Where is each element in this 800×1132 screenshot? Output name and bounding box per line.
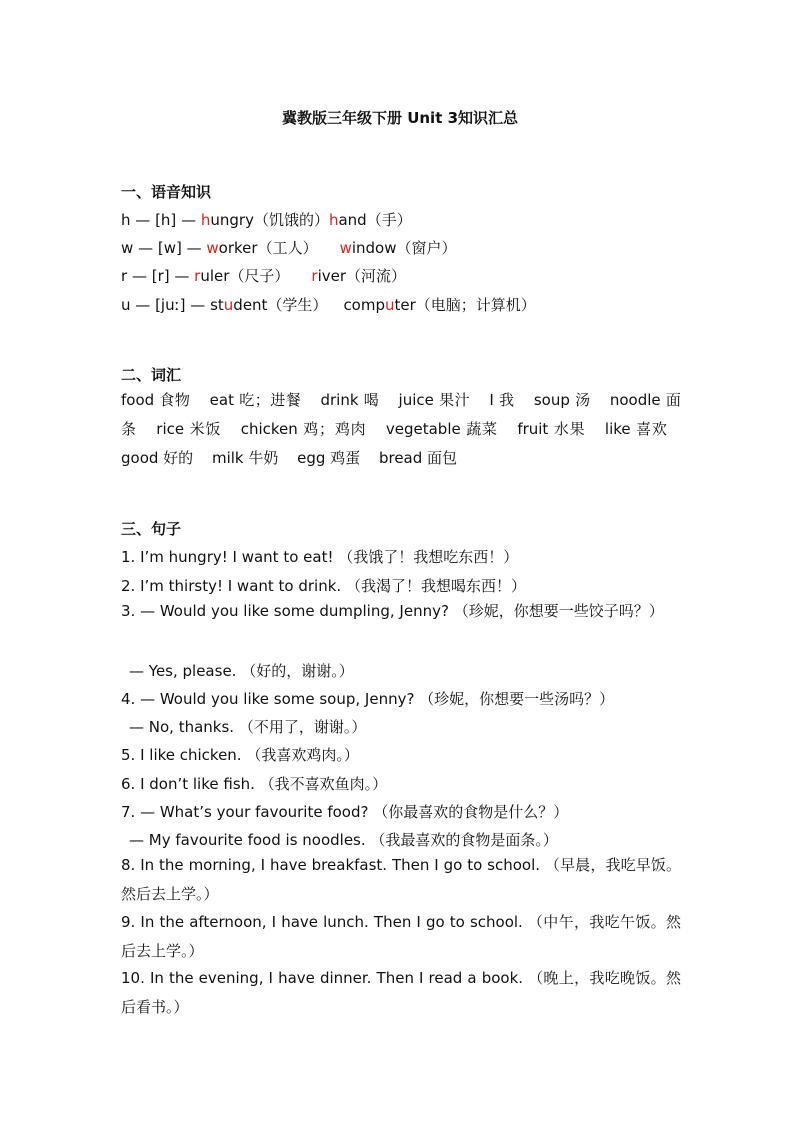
- red-letter: w: [339, 239, 352, 257]
- sentence-7: 7. — What’s your favourite food? （你最喜欢的食物是什么？）: [121, 803, 569, 821]
- word-rest: iver（河流）: [317, 267, 407, 285]
- phonics-ipa: [w]: [157, 239, 182, 257]
- red-letter: r: [194, 267, 201, 285]
- sentence-10: 10. In the evening, I have dinner. Then I read a book. （晚上，我吃晚饭。然后看书。）: [121, 969, 681, 1016]
- red-letter: r: [311, 267, 318, 285]
- vocab-item: I 我: [489, 391, 515, 409]
- vocab-item: vegetable 蔬菜: [385, 420, 498, 438]
- dash: —: [181, 211, 197, 229]
- vocab-item: soup 汤: [533, 391, 591, 409]
- word-rest: ter（电脑；计算机）: [394, 296, 536, 314]
- red-letter: h: [200, 211, 211, 229]
- dash: —: [135, 211, 151, 229]
- dash: —: [135, 296, 151, 314]
- sentence-3: 3. — Would you like some dumpling, Jenny? （珍妮，你想要一些饺子吗？）: [121, 602, 664, 620]
- sentence-4-answer: — No, thanks. （不用了，谢谢。）: [129, 718, 367, 736]
- word-rest: uler（尺子）: [200, 267, 290, 285]
- vocab-item: eat 吃；进餐: [209, 391, 302, 409]
- sentence-4: 4. — Would you like some soup, Jenny? （珍妮，你想要一些汤吗？）: [121, 690, 615, 708]
- sentence-5: 5. I like chicken. （我喜欢鸡肉。）: [121, 746, 359, 764]
- word-prefix: st: [210, 296, 224, 314]
- phonics-letter: h: [121, 211, 131, 229]
- vocab-item: egg 鸡蛋: [297, 449, 361, 467]
- vocabulary-list: [121, 386, 681, 473]
- phonics-letter: u: [121, 296, 131, 314]
- dash: —: [174, 267, 190, 285]
- phonics-ipa: [juː]: [155, 296, 186, 314]
- sentence-7-answer: — My favourite food is noodles. （我最喜欢的食物是面条。）: [129, 831, 558, 849]
- phonics-row-h: [121, 209, 681, 230]
- document-title: 冀教版三年级下册 Unit 3知识汇总: [281, 109, 519, 127]
- sentence-2: 2. I’m thirsty! I want to drink. （我渴了！我想喝东西！）: [121, 577, 526, 595]
- sentence-1: 1. I’m hungry! I want to eat! （我饿了！我想吃东西！）: [121, 548, 519, 566]
- phonics-ipa: [h]: [155, 211, 177, 229]
- phonics-row-r: [121, 265, 681, 286]
- dash: —: [138, 239, 154, 257]
- dash: —: [186, 239, 202, 257]
- red-letter: u: [223, 296, 234, 314]
- word-rest: and（手）: [338, 211, 412, 229]
- vocab-item: chicken 鸡；鸡肉: [240, 420, 367, 438]
- section-heading-sentences: 三、句子: [121, 520, 182, 538]
- vocab-item: like 喜欢: [604, 420, 667, 438]
- word-rest: dent（学生）: [233, 296, 328, 314]
- section-heading-phonics: 一、语音知识: [121, 183, 212, 201]
- vocab-item: fruit 水果: [517, 420, 586, 438]
- phonics-letter: r: [121, 267, 128, 285]
- dash: —: [190, 296, 206, 314]
- vocab-item: drink 喝: [320, 391, 380, 409]
- word-rest: ungry（饥饿的）: [210, 211, 329, 229]
- sentence-3-answer: — Yes, please. （好的，谢谢。）: [129, 662, 354, 680]
- vocab-item: rice 米饭: [156, 420, 222, 438]
- vocab-item: good 好的: [121, 449, 194, 467]
- phonics-ipa: [r]: [151, 267, 170, 285]
- dash: —: [131, 267, 147, 285]
- phonics-row-w: [121, 237, 681, 258]
- sentence-9: 9. In the afternoon, I have lunch. Then I go to school. （中午，我吃午饭。然后去上学。）: [121, 913, 681, 960]
- section-heading-vocabulary: 二、词汇: [121, 366, 182, 384]
- word-rest: indow（窗户）: [351, 239, 457, 257]
- vocab-item: bread 面包: [378, 449, 458, 467]
- vocab-item: milk 牛奶: [211, 449, 279, 467]
- word-rest: orker（工人）: [218, 239, 318, 257]
- vocab-item: noodle 面条: [121, 391, 681, 438]
- word-prefix: comp: [343, 296, 385, 314]
- vocab-item: food 食物: [121, 391, 191, 409]
- sentence-8: 8. In the morning, I have breakfast. Then I go to school. （早晨，我吃早饭。然后去上学。）: [121, 856, 681, 903]
- phonics-letter: w: [121, 239, 134, 257]
- sentence-6: 6. I don’t like fish. （我不喜欢鱼肉。）: [121, 775, 388, 793]
- red-letter: h: [328, 211, 339, 229]
- phonics-row-u: [121, 294, 681, 315]
- red-letter: u: [385, 296, 395, 314]
- red-letter: w: [206, 239, 219, 257]
- vocab-item: juice 果汁: [398, 391, 471, 409]
